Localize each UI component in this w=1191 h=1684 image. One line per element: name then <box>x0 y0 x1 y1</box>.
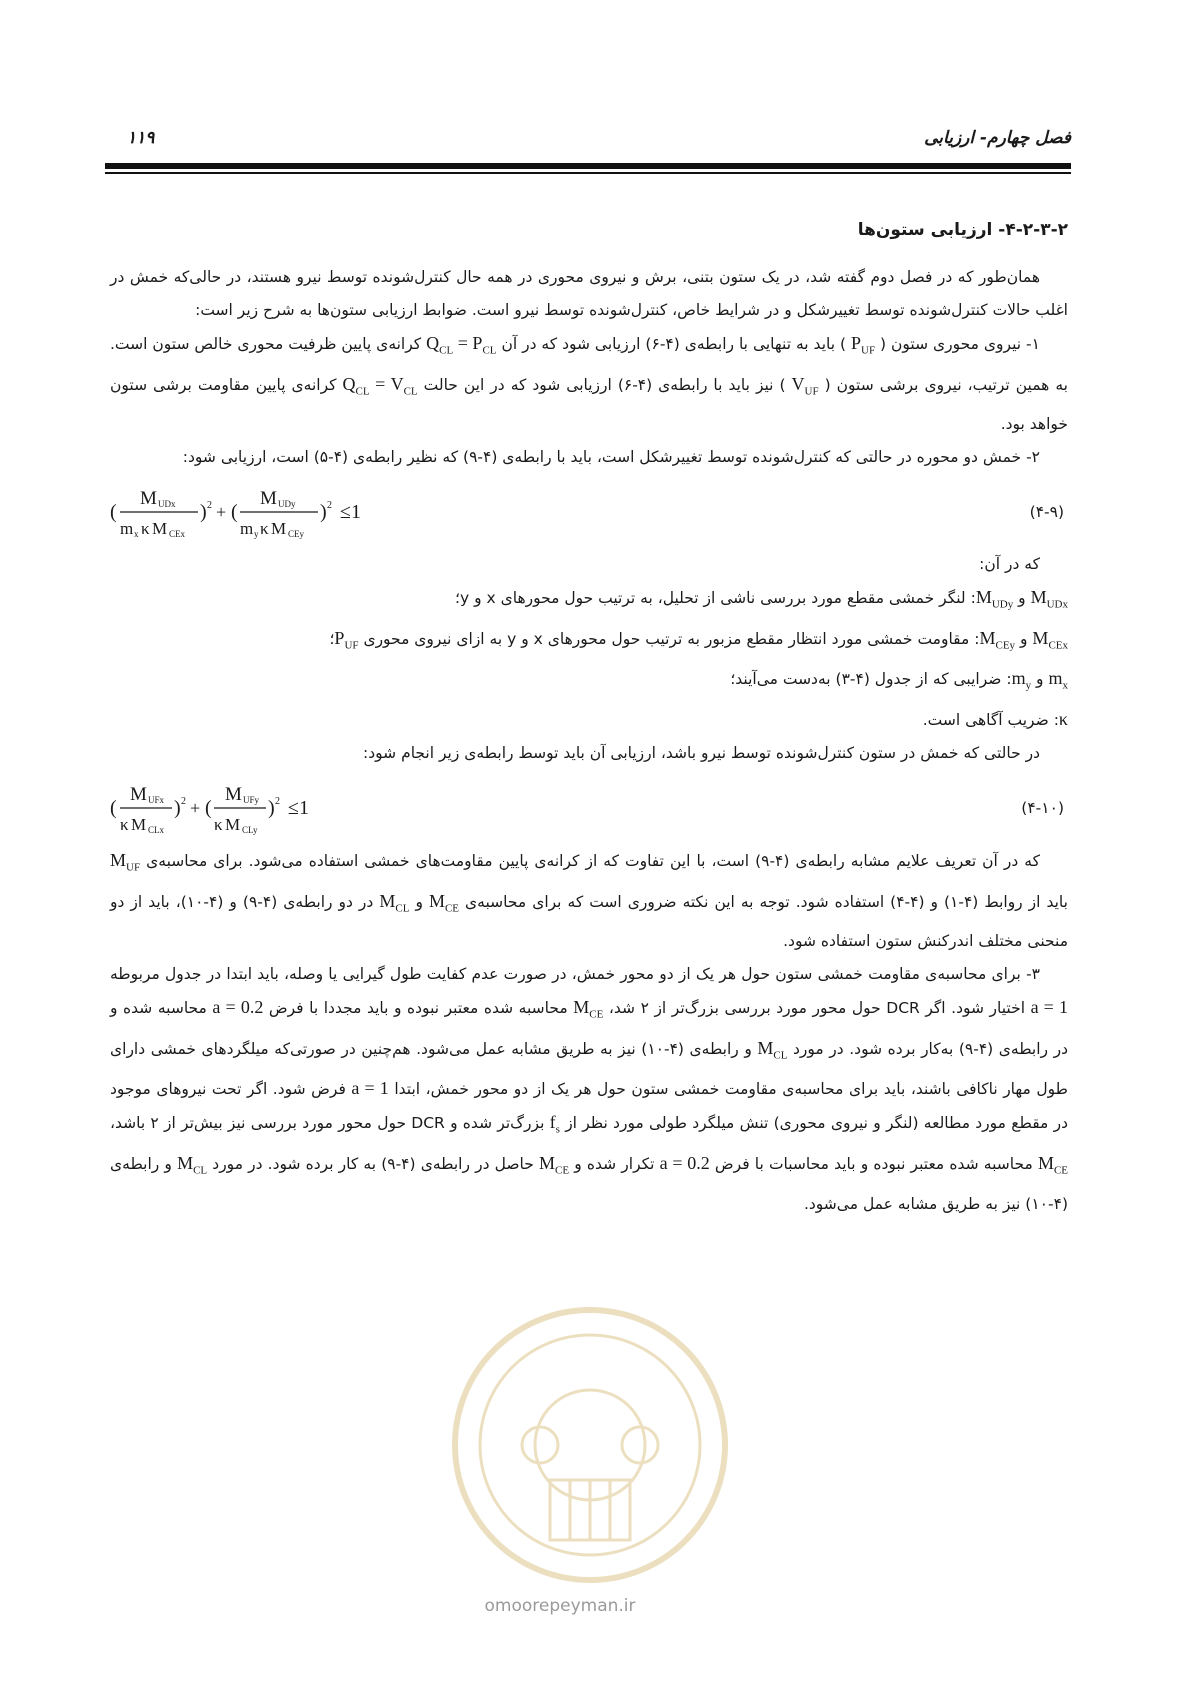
seal-watermark-icon <box>445 1300 735 1590</box>
equation-10-number: (۴-۱۰) <box>1021 798 1064 817</box>
svg-text:CEx: CEx <box>169 529 186 540</box>
svg-text:): ) <box>200 501 207 524</box>
paragraph-force-case: در حالتی که خمش در ستون کنترل‌شونده توسط نیرو باشد، ارزیابی آن باید توسط رابطه‌ی زیر انجام شود: <box>363 743 1040 762</box>
svg-text:(: ( <box>205 796 212 819</box>
definition-m-ce: $M_{CEx}$ و $M_{CEy}$: مقاومت خمشی مورد انتظار مقطع مزبور به ترتیب حول محورهای x و y به ازای نیروی محوری $P_{UF}؛$ <box>329 627 1068 652</box>
svg-text:κ: κ <box>260 519 269 539</box>
paragraph-intro: همان‌طور که در فصل دوم گفته شد، در یک ستون بتنی، برش و نیروی محوری در همه حال کنترل‌شونده توسط نیرو هستند، در حالی‌که خمش در اغلب حالات کنترل‌شونده توسط تغییرشکل و در شرایط خاص، کنترل‌شونده توسط نیرو است. ضوابط ارزیابی ستون‌ها به شرح زیر است: <box>110 268 1068 319</box>
symbol-qcl-pcl: $Q_{CL} = P_{CL}$ <box>426 333 497 357</box>
paragraph-item-2: ۲- خمش دو محوره در حالتی که کنترل‌شونده توسط تغییرشکل است، باید با رابطه‌ی (۴-۹) که نظیر رابطه‌ی (۴-۵) است، ارزیابی شود: <box>182 448 1040 467</box>
definition-m-factors: $m_x$ و $m_y$: ضرایبی که از جدول (۴-۳) به‌دست می‌آیند؛ <box>730 668 1068 692</box>
svg-text:y: y <box>254 529 259 540</box>
svg-text:M: M <box>225 814 241 834</box>
svg-text:M: M <box>152 519 168 539</box>
svg-text:UFx: UFx <box>148 794 165 805</box>
equation-9 <box>110 474 1068 548</box>
svg-text:CLy: CLy <box>242 824 258 835</box>
svg-text:M: M <box>130 783 147 805</box>
paragraph-item-3: ۳- برای محاسبه‌ی مقاومت خمشی ستون حول هر یک از دو محور خمش، در صورت عدم کفایت طول گیرایی یا وصله، باید ابتدا در جدول مربوطه a = 1 اختیار شود. اگر DCR حول محور مورد بررسی بزرگ‌تر از ۲ شد، $M_{CE}$ محاسبه شده معتبر نبوده و باید مجددا با فرض a = 0.2 محاسبه شده و در رابطه‌ی (۴-۹) به‌کار برده شود. در مورد $M_{CL}$ و رابطه‌ی (۴-۱۰) نیز به طریق مشابه عمل می‌شود. هم‌چنین در صورتی‌که میلگردهای خمشی دارای طول مهار ناکافی باشند، باید برای محاسبه‌ی مقاومت خمشی ستون حول هر یک از دو محور خمش، ابتدا a = 1 فرض شود. اگر تحت نیروهای موجود در مقطع مورد مطالعه (لنگر و نیروی محوری) تنش میلگرد طولی مورد نظر از $f_s$ بزرگ‌تر شده و DCR حول محور مورد بررسی نیز بیش‌تر از ۲ باشد، $M_{CE}$ محاسبه شده معتبر نبوده و باید محاسبات با فرض a = 0.2 تکرار شده و $M_{CE}$ حاصل در رابطه‌ی (۴-۹) به کار برده شود. در مورد $M_{CL}$ و رابطه‌ی (۴-۱۰) نیز به طریق مشابه عمل می‌شود. <box>110 965 1069 1213</box>
equation-9-formula <box>110 474 410 548</box>
paragraph-where: که در آن: <box>979 555 1040 574</box>
svg-text:(: ( <box>110 796 117 819</box>
svg-text:CEy: CEy <box>288 529 305 540</box>
equation-10 <box>110 770 1068 844</box>
header-rule-thin <box>105 172 1071 174</box>
svg-text:(: ( <box>110 501 117 524</box>
svg-text:m: m <box>120 519 134 539</box>
symbol-qcl-vcl: $Q_{CL} = V_{CL}$ <box>342 373 418 398</box>
svg-text:(: ( <box>231 501 238 524</box>
section-title: ۴-۲-۳-۲- ارزیابی ستون‌ها <box>857 220 1068 240</box>
symbol-v-uf: $V_{UF}$ <box>791 373 819 398</box>
chapter-title: فصل چهارم- ارزیابی <box>924 128 1071 148</box>
paragraph-after-eq10: که در آن تعریف علایم مشابه رابطه‌ی (۴-۹) است، با این تفاوت که از کرانه‌ی پایین مقاومت‌های خمشی استفاده می‌شود. برای محاسبه‌ی $M_{UF}$ باید از روابط (۴-۱) و (۴-۴) استفاده شود. توجه به این نکته ضروری است که برای محاسبه‌ی $M_{CE}$ و $M_{CL}$ در دو رابطه‌ی (۴-۹) و (۴-۱۰)، باید از دو منحنی مختلف اندرکنش ستون استفاده شود. <box>110 849 1068 951</box>
definition-kappa: κ: ضریب آگاهی است. <box>922 708 1068 729</box>
svg-text:M: M <box>271 519 287 539</box>
svg-text:M: M <box>225 783 242 805</box>
header-rule-thick <box>105 163 1071 169</box>
svg-text:2: 2 <box>207 500 212 512</box>
svg-text:2: 2 <box>181 795 186 807</box>
svg-text:2: 2 <box>275 795 280 807</box>
svg-text:CLx: CLx <box>148 824 165 835</box>
page-body <box>110 214 1068 1221</box>
svg-text:UDx: UDx <box>158 499 176 510</box>
svg-text:): ) <box>174 796 181 819</box>
svg-text:): ) <box>320 501 327 524</box>
svg-text:+: + <box>216 502 227 523</box>
svg-text:M: M <box>140 488 157 510</box>
svg-text:M: M <box>131 814 147 834</box>
svg-text:): ) <box>268 796 275 819</box>
page-number: ۱۱۹ <box>127 128 155 148</box>
svg-text:UFy: UFy <box>243 794 260 805</box>
svg-text:2: 2 <box>327 500 332 512</box>
svg-text:κ: κ <box>141 519 150 539</box>
svg-text:κ: κ <box>214 814 223 834</box>
symbol-p-uf: $P_{UF}$ <box>851 333 876 357</box>
svg-text:UDy: UDy <box>278 499 296 510</box>
equation-9-number: (۴-۹) <box>1029 503 1064 522</box>
svg-text:≤1: ≤1 <box>340 501 361 524</box>
svg-text:≤1: ≤1 <box>288 796 309 819</box>
watermark-site: omoorepeyman.ir <box>484 1596 636 1616</box>
svg-text:m: m <box>240 519 254 539</box>
svg-text:+: + <box>190 797 201 818</box>
svg-text:M: M <box>260 488 277 510</box>
svg-text:x: x <box>134 529 139 540</box>
definition-m-ud: $M_{UDx}$ و $M_{UDy}$: لنگر خمشی مقطع مورد بررسی ناشی از تحلیل، به ترتیب حول محورهای x و y؛ <box>455 587 1068 611</box>
paragraph-item-1: ۱- نیروی محوری ستون ( $P_{UF}$ ) باید به تنهایی با رابطه‌ی (۴-۶) ارزیابی شود که در آن $Q_{CL} = P_{CL}$ کرانه‌ی پایین ظرفیت محوری خالص ستون است. به همین ترتیب، نیروی برشی ستون ( $V_{UF}$ ) نیز باید با رابطه‌ی (۴-۶) ارزیابی شود که در این حالت $Q_{CL} = V_{CL}$ کرانه‌ی پایین مقاومت برشی ستون خواهد بود. <box>110 333 1068 434</box>
equation-10-formula <box>110 770 410 844</box>
page-header <box>105 128 1071 158</box>
svg-text:κ: κ <box>120 814 129 834</box>
